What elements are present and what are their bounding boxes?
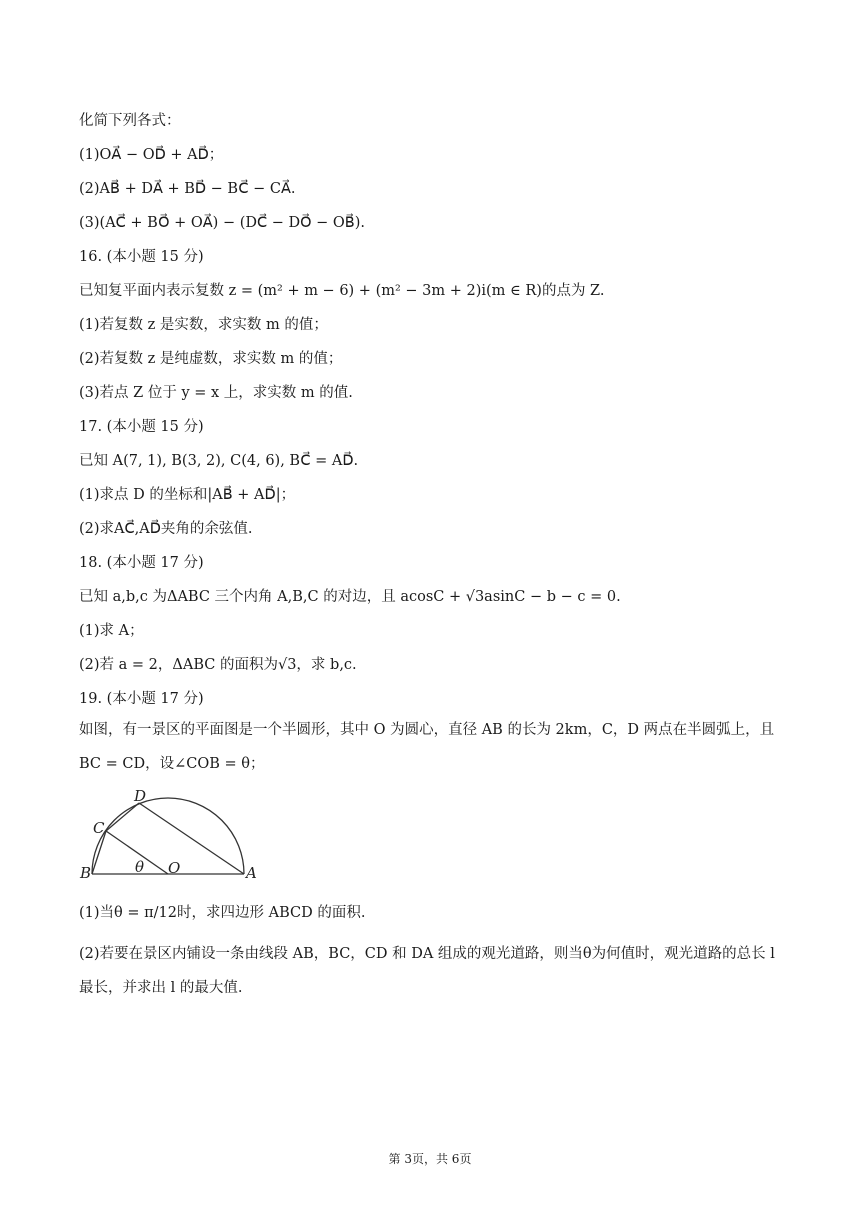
q16-stem: 已知复平面内表示复数 z = (m² + m − 6) + (m² − 3m + 2)i(m ∈ R)的点为 Z.: [79, 283, 605, 299]
q18-stem: 已知 a,b,c 为ΔABC 三个内角 A,B,C 的对边，且 acosC + √3asinC − b − c = 0.: [79, 589, 621, 605]
semicircle-figure: [78, 786, 268, 880]
segment-cd: [106, 803, 139, 831]
segment-bc: [92, 831, 106, 874]
q18-part2: (2)若 a = 2，ΔABC 的面积为√3，求 b,c.: [79, 657, 357, 673]
label-theta: θ: [135, 858, 145, 876]
q16-part2: (2)若复数 z 是纯虚数，求实数 m 的值；: [79, 351, 343, 367]
q19-part1: (1)当θ = π/12时，求四边形 ABCD 的面积.: [79, 905, 366, 921]
label-d: D: [134, 787, 147, 805]
label-a: A: [246, 864, 257, 880]
q19-stem: 如图，有一景区的平面图是一个半圆形，其中 O 为圆心，直径 AB 的长为 2km，C，D 两点在半圆弧上，且 BC = CD，设∠COB = θ；: [79, 722, 775, 772]
intro-line: 化简下列各式：: [79, 113, 181, 129]
q19-part2: (2)若要在景区内铺设一条由线段 AB，BC，CD 和 DA 组成的观光道路，则当θ为何值时，观光道路的总长 l 最长，并求出 l 的最大值.: [79, 946, 775, 996]
page-footer: 第 3页，共 6页: [388, 1152, 472, 1166]
q16-part1: (1)若复数 z 是实数，求实数 m 的值；: [79, 317, 328, 333]
q18-header: 18. (本小题 17 分): [79, 555, 204, 571]
segment-da: [139, 803, 244, 874]
q16-header: 16. (本小题 15 分): [79, 249, 204, 265]
q15-part3: (3)(AC⃗ + BO⃗ + OA⃗) − (DC⃗ − DO⃗ − OB⃗).: [79, 215, 365, 231]
q15-part2: (2)AB⃗ + DA⃗ + BD⃗ − BC⃗ − CA⃗.: [79, 181, 296, 197]
q17-stem: 已知 A(7, 1), B(3, 2), C(4, 6), BC⃗ = AD⃗.: [79, 453, 359, 469]
q17-part1: (1)求点 D 的坐标和|AB⃗ + AD⃗|；: [79, 487, 296, 503]
q19-header: 19. (本小题 17 分): [79, 691, 204, 707]
q15-part1: (1)OA⃗ − OD⃗ + AD⃗；: [79, 147, 224, 163]
q16-part3: (3)若点 Z 位于 y = x 上，求实数 m 的值.: [79, 385, 353, 401]
label-o: O: [168, 859, 181, 877]
q18-part1: (1)求 A；: [79, 623, 144, 639]
q17-header: 17. (本小题 15 分): [79, 419, 204, 435]
label-b: B: [80, 864, 92, 880]
label-c: C: [93, 819, 105, 837]
q17-part2: (2)求AC⃗,AD⃗夹角的余弦值.: [79, 521, 253, 537]
